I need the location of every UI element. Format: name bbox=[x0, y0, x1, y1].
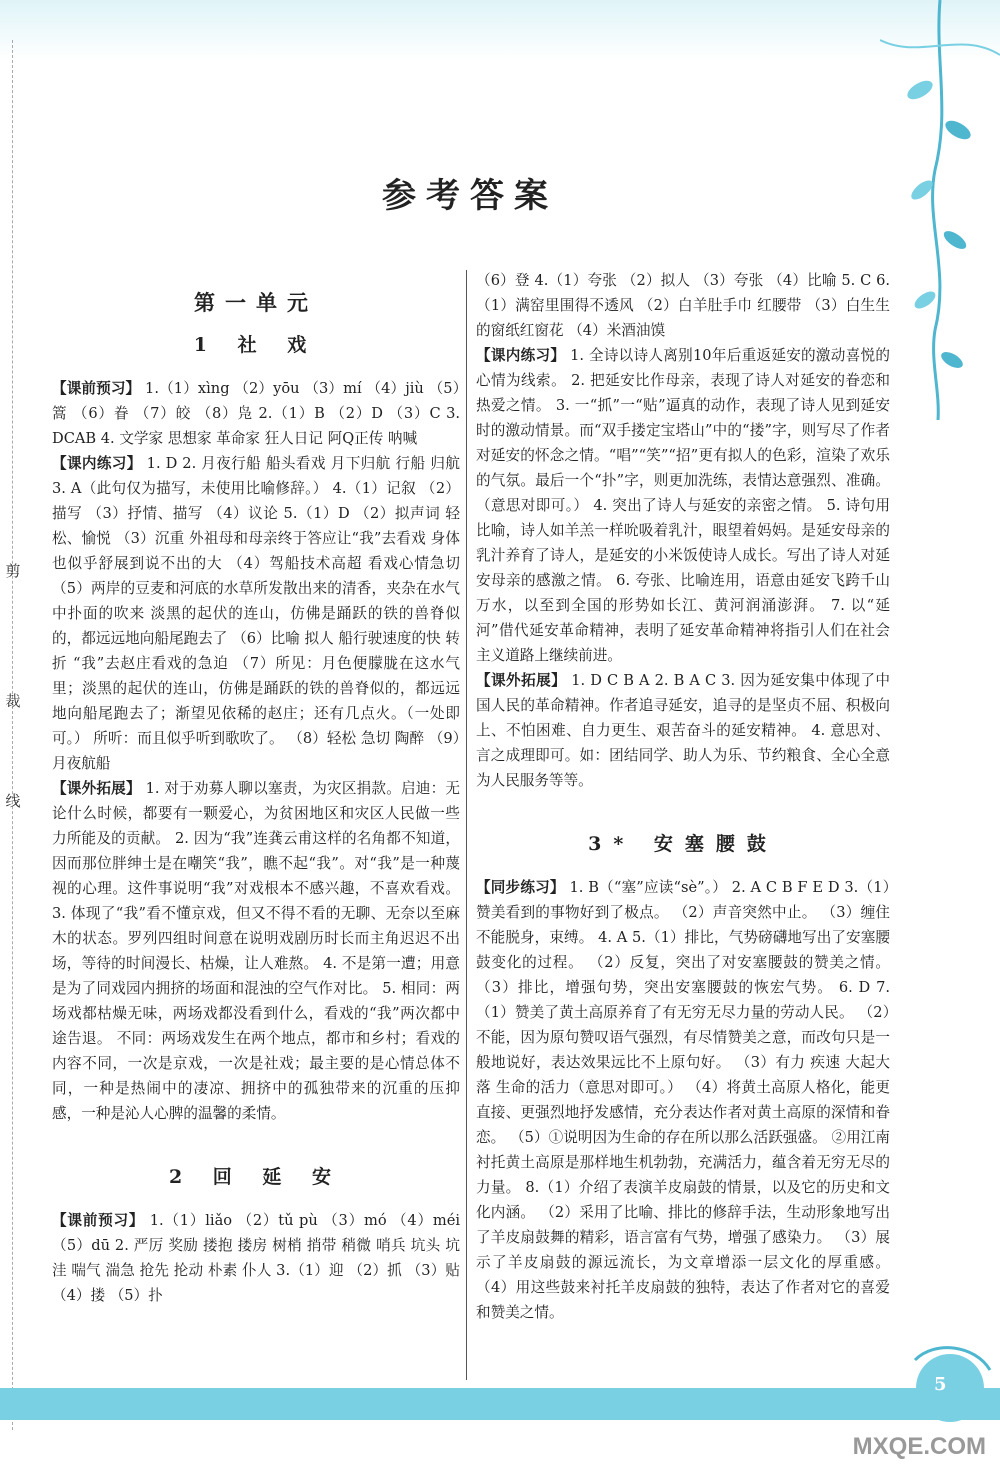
page-number: 5 bbox=[934, 1374, 947, 1395]
section-tag: 【课内练习】 bbox=[476, 347, 566, 364]
section-text: 1. D C B A 2. B A C 3. 因为延安集中体现了中国人民的革命精神。作者追寻延安，追寻的是坚贞不屈、积极向上、不怕困难、自力更生、艰苦奋斗的延安精神。 4. 意思对、言之成理即可。如：团结同学、助人为乐、节约粮食、全心全意为人民服务等等。 bbox=[476, 672, 890, 789]
answer-section bbox=[476, 668, 890, 793]
answer-section bbox=[52, 451, 460, 776]
bottom-band bbox=[0, 1388, 1000, 1420]
column-divider bbox=[466, 270, 467, 1380]
section-text: 1.（1）xìng （2）yōu （3）mí （4）jiù （5）篙 （6）眷 （7）皎 （8）凫 2.（1）B （2）D （3）C 3. DCAB 4. 文学家 思想家 革命家 狂人日记 阿Q正传 呐喊 bbox=[52, 380, 460, 447]
lesson-1-body bbox=[52, 376, 460, 1126]
cut-line bbox=[12, 40, 13, 1430]
right-column bbox=[476, 268, 890, 1325]
section-text: 1. 对于劝募人聊以塞责，为灾区捐款。启迪：无论什么时候，都要有一颗爱心，为贫困地区和灾区人民做一些力所能及的贡献。 2. 因为“我”连龚云甫这样的名角都不知道，因而那位胖绅士是在嘲笑“我”，瞧不起“我”。对“我”是一种蔑视的心理。这件事说明“我”对戏根本不感兴趣，不喜欢看戏。 3. 体现了“我”看不懂京戏，但又不得不看的无聊、无奈以至麻木的状态。罗列四组时间意在说明戏剧历时长而主角迟迟不出场，等待的时间漫长、枯燥，让人难熬。 4. 不是第一遭；用意是为了同戏园内拥挤的场面和混浊的空气作对比。 5. 相同：两场戏都枯燥无味，两场戏都没看到什么，看戏的“我”两次都中途告退。 不同：两场戏发生在两个地点，都市和乡村；看戏的内容不同，一次是京戏，一次是社戏；最主要的是心情总体不同，一种是热闹中的凄凉、拥挤中的孤独带来的沉重的压抑感，一种是沁人心脾的温馨的柔情。 bbox=[52, 780, 460, 1122]
lesson-2-continued bbox=[476, 268, 890, 793]
answer-section bbox=[476, 875, 890, 1325]
section-tag: 【课前预习】 bbox=[52, 1212, 145, 1229]
margin-label-line: 线 bbox=[5, 792, 21, 810]
section-tag: 【课内练习】 bbox=[52, 455, 142, 472]
section-tag: 【同步练习】 bbox=[476, 879, 565, 896]
margin-label-cut: 剪 bbox=[5, 562, 21, 580]
section-text: （6）登 4.（1）夸张 （2）拟人 （3）夸张 （4）比喻 5. C 6.（1）满窑里围得不透风 （2）白羊肚手巾 红腰带 （3）白生生的窗纸红窗花 （4）米酒油馍 bbox=[476, 272, 890, 339]
section-text: 1. D 2. 月夜行船 船头看戏 月下归航 行船 归航 3. A（此句仅为描写，未使用比喻修辞。） 4.（1）记叙 （2）描写 （3）抒情、描写 （4）议论 5.（1）D （2）拟声词 轻松、愉悦 （3）沉重 外祖母和母亲终于答应让“我”去看戏 身体也似乎舒展到说不出的大 （4）驾船技术高超 看戏心情急切 （5）两岸的豆麦和河底的水草所发散出来的清香，夹杂在水气中扑面的吹来 淡黑的起伏的连山，仿佛是踊跃的铁的兽脊似的，都远远地向船尾跑去了 （6）比喻 拟人 船行驶速度的快 转折 “我”去赵庄看戏的急迫 （7）所见：月色便朦胧在这水气里；淡黑的起伏的连山，仿佛是踊跃的铁的兽脊似的，都远远地向船尾跑去了；渐望见依稀的赵庄；还有几点火。（一处即可。） 所听：而且似乎听到歌吹了。 （8）轻松 急切 陶醉 （9）月夜航船 bbox=[52, 455, 460, 772]
margin-label-trim: 裁 bbox=[5, 692, 21, 710]
answer-section bbox=[476, 343, 890, 668]
section-text: 1. 全诗以诗人离别10年后重返延安的激动喜悦的心情为线索。 2. 把延安比作母亲，表现了诗人对延安的眷恋和热爱之情。 3. 一“抓”一“贴”逼真的动作，表现了诗人见到延安时的激动情景。而“双手搂定宝塔山”中的“搂”字，则写尽了作者对延安的怀念之情。“唱”“笑”“招”更有拟人的色彩，渲染了欢乐的气氛。最后一个“扑”字，则更加洗练，表情达意强烈、准确。（意思对即可。） 4. 突出了诗人与延安的亲密之情。 5. 诗句用比喻，诗人如羊羔一样吮吸着乳汁，眼望着妈妈。是延安母亲的乳汁养育了诗人，是延安的小米饭使诗人成长。写出了诗人对延安母亲的感激之情。 6. 夸张、比喻连用，语意由延安飞跨千山万水，以至到全国的形势如长江、黄河润涌澎湃。 7. 以“延河”借代延安革命精神，表明了延安革命精神将指引人们在社会主义道路上继续前进。 bbox=[476, 347, 890, 664]
answer-section bbox=[52, 776, 460, 1126]
lesson-3-body bbox=[476, 875, 890, 1325]
section-text: 1.（1）liǎo （2）tǔ pù （3）mó （4）méi （5）dū 2. 严厉 奖励 搂抱 搂房 树梢 捎带 稍微 哨兵 坑头 坑洼 喘气 湍急 抢先 抡动 朴素 仆人 3.（1）迎 （2）抓 （3）贴 （4）搂 （5）扑 bbox=[52, 1212, 460, 1304]
answer-section bbox=[52, 376, 460, 451]
left-column bbox=[52, 286, 460, 1308]
section-tag: 【课外拓展】 bbox=[476, 672, 567, 689]
section-text: 1. B（“塞”应读“sè”。） 2. A C B F E D 3.（1）赞美看到的事物好到了极点。 （2）声音突然中止。 （3）缠住不能脱身，束缚。 4. A 5.（1）排比，气势磅礴地写出了安塞腰鼓变化的过程。 （2）反复，突出了对安塞腰鼓的赞美之情。 （3）排比，增强句势，突出安塞腰鼓的恢宏气势。 6. D 7.（1）赞美了黄土高原养育了有无穷无尽力量的劳动人民。 （2）不能，因为原句赞叹语气强烈，有尽情赞美之意，而改句只是一般地说好，表达效果远比不上原句好。 （3）有力 疾速 大起大落 生命的活力（意思对即可。） （4）将黄土高原人格化，能更直接、更强烈地抒发感情，充分表达作者对黄土高原的深情和眷恋。 （5）①说明因为生命的存在所以那么活跃强盛。 ②用江南衬托黄土高原是那样地生机勃勃，充满活力，蕴含着无穷无尽的力量。 8.（1）介绍了表演羊皮扇鼓的情景，以及它的历史和文化内涵。 （2）采用了比喻、排比的修辞手法，生动形象地写出了羊皮扇鼓舞的精彩，语言富有气势，增强了感染力。 （3）展示了羊皮扇鼓的源远流长，为文章增添一层文化的厚重感。 （4）用这些鼓来衬托羊皮扇鼓的独特，表达了作者对它的喜爱和赞美之情。 bbox=[476, 879, 890, 1321]
lesson-2-title: 2 回 延 安 bbox=[168, 1166, 344, 1188]
page-title: 参考答案 bbox=[382, 176, 558, 216]
top-banner bbox=[0, 0, 1000, 60]
lesson-3-title: 3* 安塞腰鼓 bbox=[588, 833, 778, 855]
section-tag: 【课前预习】 bbox=[52, 380, 141, 397]
unit-title: 第一单元 bbox=[194, 290, 318, 315]
answer-section bbox=[476, 268, 890, 343]
answer-section bbox=[52, 1208, 460, 1308]
lesson-2-body bbox=[52, 1208, 460, 1308]
swirl-decoration-icon bbox=[895, 1340, 1000, 1430]
section-tag: 【课外拓展】 bbox=[52, 780, 141, 797]
watermark: MXQE.COM bbox=[852, 1433, 986, 1460]
lesson-1-title: 1 社 戏 bbox=[193, 334, 319, 356]
